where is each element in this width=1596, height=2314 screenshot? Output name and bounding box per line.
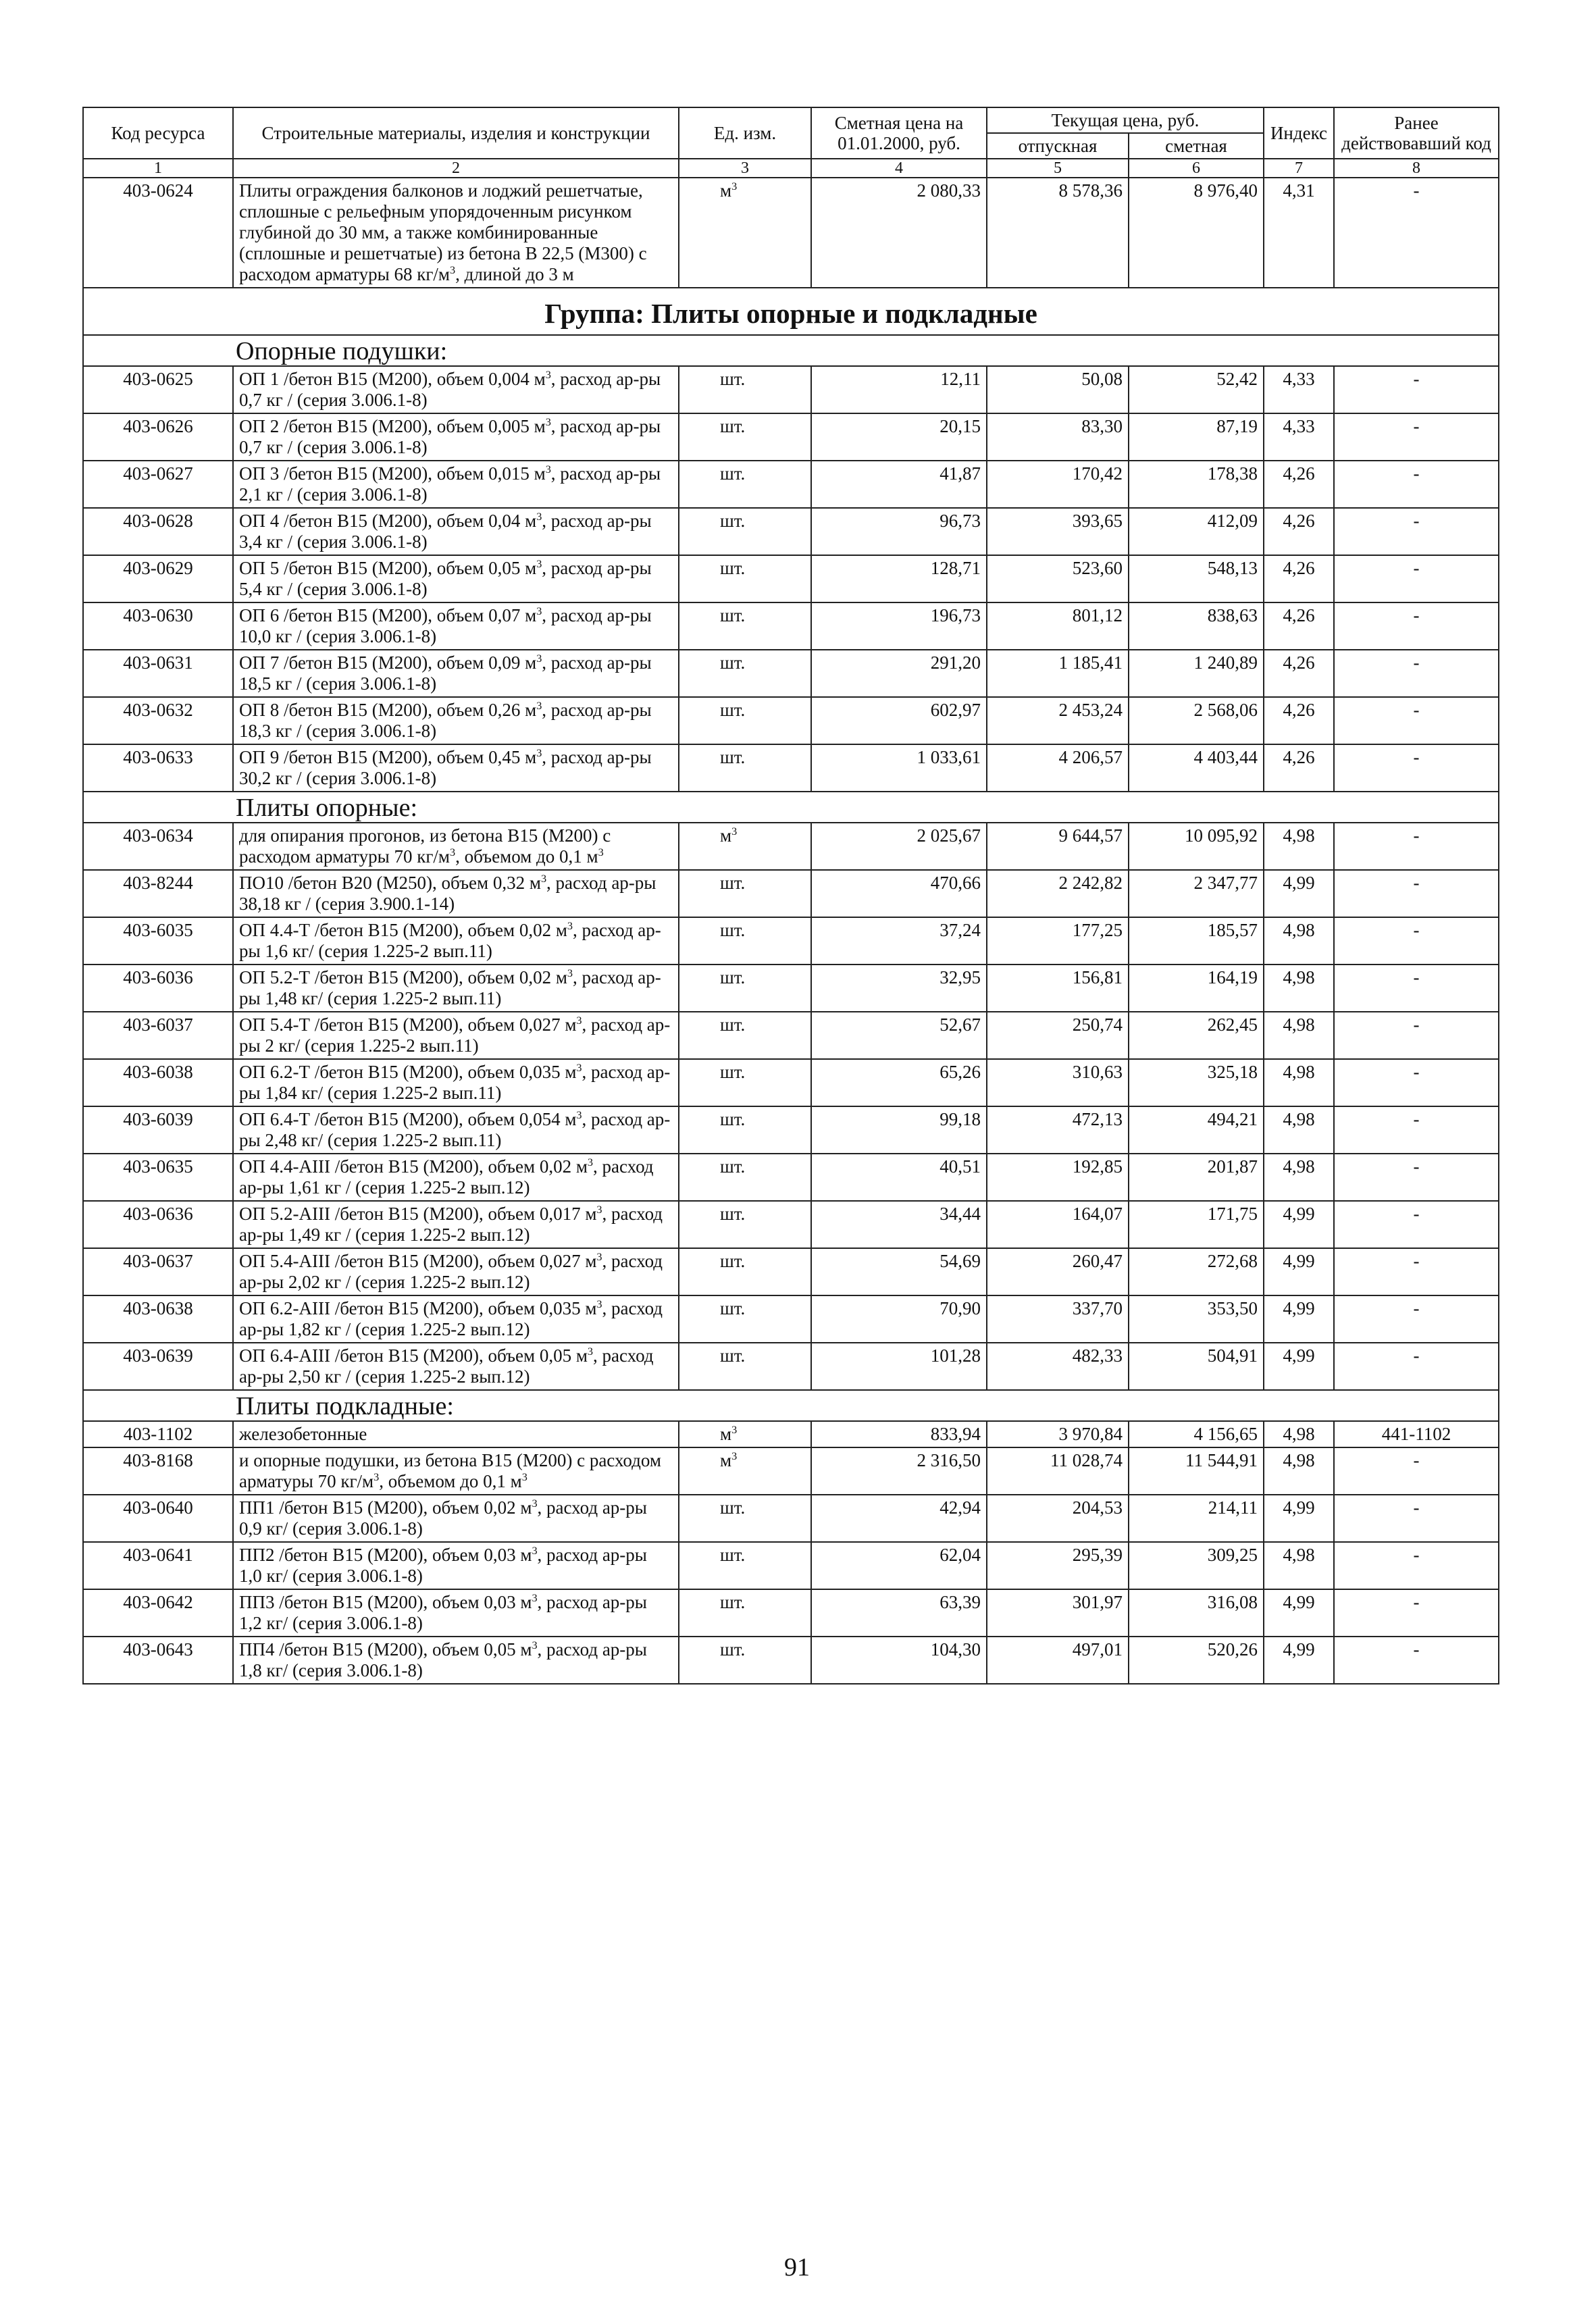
material-description: ОП 5 /бетон В15 (М200), объем 0,05 $м^3$, расход ар-ры 5,4 кг / (серия 3.006.1-8): [233, 555, 679, 602]
table-row: [83, 1495, 1499, 1542]
price-index: 4,26: [1264, 602, 1334, 650]
resource-code: 403-6036: [83, 965, 233, 1012]
material-description: ПП1 /бетон В15 (М200), объем 0,02 $м^3$, расход ар-ры 0,9 кг/ (серия 3.006.1-8): [233, 1495, 679, 1542]
subgroup-title: Опорные подушки:: [83, 335, 1499, 366]
release-price: 310,63: [987, 1059, 1129, 1106]
material-description: ОП 6.2-АIII /бетон В15 (М200), объем 0,035 $м^3$, расход ар-ры 1,82 кг / (серия 1.225-2 вып.12): [233, 1295, 679, 1343]
material-description: Плиты ограждения балконов и лоджий решетчатые, сплошные с рельефным упорядоченным рисунком глубиной до 30 мм, а также комбинированные (сплошные и решетчатые) из бетона В 22,5 (М300) с расходом арматуры 68 $кг/м^3$, длиной до 3 м: [233, 178, 679, 288]
resource-code: 403-0639: [83, 1343, 233, 1390]
unit: шт.: [679, 1248, 811, 1295]
material-description: ОП 6.4-Т /бетон В15 (М200), объем 0,054 $м^3$, расход ар-ры 2,48 кг/ (серия 1.225-2 вып.11): [233, 1106, 679, 1154]
material-description: ОП 6 /бетон В15 (М200), объем 0,07 $м^3$, расход ар-ры 10,0 кг / (серия 3.006.1-8): [233, 602, 679, 650]
material-description: ПП3 /бетон В15 (М200), объем 0,03 $м^3$, расход ар-ры 1,2 кг/ (серия 3.006.1-8): [233, 1589, 679, 1637]
price-index: 4,26: [1264, 744, 1334, 792]
table-row: [83, 1106, 1499, 1154]
unit: $м^3$: [679, 1421, 811, 1447]
estimate-price: 52,42: [1129, 366, 1264, 413]
old-code: -: [1334, 602, 1499, 650]
material-description: ОП 4.4-Т /бетон В15 (М200), объем 0,02 $м^3$, расход ар-ры 1,6 кг/ (серия 1.225-2 вып.11): [233, 917, 679, 965]
price-index: 4,98: [1264, 1447, 1334, 1495]
unit: шт.: [679, 1542, 811, 1589]
table-row: [83, 1447, 1499, 1495]
price-index: 4,99: [1264, 1248, 1334, 1295]
release-price: 192,85: [987, 1154, 1129, 1201]
price-2000: 101,28: [811, 1343, 987, 1390]
unit: шт.: [679, 870, 811, 917]
estimate-price: 504,91: [1129, 1343, 1264, 1390]
estimate-price: 201,87: [1129, 1154, 1264, 1201]
old-code: -: [1334, 650, 1499, 697]
old-code: -: [1334, 1447, 1499, 1495]
price-index: 4,99: [1264, 1637, 1334, 1684]
release-price: 260,47: [987, 1248, 1129, 1295]
subgroup-title: Плиты подкладные:: [83, 1390, 1499, 1421]
price-2000: 54,69: [811, 1248, 987, 1295]
table-row: [83, 650, 1499, 697]
unit: $м^3$: [679, 1447, 811, 1495]
old-code: -: [1334, 1201, 1499, 1248]
estimate-price: 164,19: [1129, 965, 1264, 1012]
table-row: [83, 366, 1499, 413]
table-row: [83, 965, 1499, 1012]
estimate-price: 8 976,40: [1129, 178, 1264, 288]
material-description: ОП 5.2-АIII /бетон В15 (М200), объем 0,017 $м^3$, расход ар-ры 1,49 кг / (серия 1.225-2 вып.12): [233, 1201, 679, 1248]
material-description: и опорные подушки, из бетона В15 (М200) с расходом арматуры 70 $кг/м^3$, объемом до 0,1 $м^3$: [233, 1447, 679, 1495]
header-resource-code: Код ресурса: [83, 107, 233, 159]
subgroup-title-row: [83, 335, 1499, 366]
unit: шт.: [679, 965, 811, 1012]
price-index: 4,31: [1264, 178, 1334, 288]
estimate-price: 309,25: [1129, 1542, 1264, 1589]
material-description: ОП 6.4-АIII /бетон В15 (М200), объем 0,05 $м^3$, расход ар-ры 2,50 кг / (серия 1.225-2 вып.12): [233, 1343, 679, 1390]
material-description: ОП 5.4-АIII /бетон В15 (М200), объем 0,027 $м^3$, расход ар-ры 2,02 кг / (серия 1.225-2 вып.12): [233, 1248, 679, 1295]
old-code: -: [1334, 461, 1499, 508]
price-2000: 63,39: [811, 1589, 987, 1637]
resource-code: 403-6039: [83, 1106, 233, 1154]
unit: шт.: [679, 1106, 811, 1154]
unit: шт.: [679, 1343, 811, 1390]
resource-code: 403-0641: [83, 1542, 233, 1589]
price-index: 4,26: [1264, 461, 1334, 508]
table-row: [83, 555, 1499, 602]
release-price: 523,60: [987, 555, 1129, 602]
resource-code: 403-0634: [83, 823, 233, 870]
page-number: 91: [784, 2253, 810, 2282]
header-materials: Строительные материалы, изделия и конструкции: [233, 107, 679, 159]
release-price: 83,30: [987, 413, 1129, 461]
unit: шт.: [679, 1201, 811, 1248]
material-description: ОП 3 /бетон В15 (М200), объем 0,015 $м^3$, расход ар-ры 2,1 кг / (серия 3.006.1-8): [233, 461, 679, 508]
estimate-price: 178,38: [1129, 461, 1264, 508]
price-2000: 2 080,33: [811, 178, 987, 288]
price-2000: 42,94: [811, 1495, 987, 1542]
price-2000: 99,18: [811, 1106, 987, 1154]
estimate-price: 520,26: [1129, 1637, 1264, 1684]
price-index: 4,98: [1264, 1106, 1334, 1154]
estimate-price: 272,68: [1129, 1248, 1264, 1295]
unit: шт.: [679, 1637, 811, 1684]
price-2000: 2 316,50: [811, 1447, 987, 1495]
resource-code: 403-8168: [83, 1447, 233, 1495]
price-2000: 70,90: [811, 1295, 987, 1343]
old-code: -: [1334, 178, 1499, 288]
price-index: 4,99: [1264, 1295, 1334, 1343]
header-index: Индекс: [1264, 107, 1334, 159]
price-2000: 196,73: [811, 602, 987, 650]
release-price: 250,74: [987, 1012, 1129, 1059]
estimate-price: 11 544,91: [1129, 1447, 1264, 1495]
column-number: 8: [1334, 159, 1499, 178]
resource-code: 403-6035: [83, 917, 233, 965]
unit: шт.: [679, 508, 811, 555]
old-code: -: [1334, 1154, 1499, 1201]
material-description: ОП 8 /бетон В15 (М200), объем 0,26 $м^3$, расход ар-ры 18,3 кг / (серия 3.006.1-8): [233, 697, 679, 744]
unit: шт.: [679, 1589, 811, 1637]
old-code: -: [1334, 1012, 1499, 1059]
unit: шт.: [679, 1154, 811, 1201]
release-price: 4 206,57: [987, 744, 1129, 792]
old-code: -: [1334, 1495, 1499, 1542]
price-2000: 37,24: [811, 917, 987, 965]
estimate-price: 4 156,65: [1129, 1421, 1264, 1447]
release-price: 337,70: [987, 1295, 1129, 1343]
column-number: 4: [811, 159, 987, 178]
price-index: 4,98: [1264, 1012, 1334, 1059]
subgroup-title-row: [83, 792, 1499, 823]
table-row: [83, 744, 1499, 792]
table-row: [83, 1012, 1499, 1059]
column-number: 7: [1264, 159, 1334, 178]
estimate-price: 1 240,89: [1129, 650, 1264, 697]
unit: шт.: [679, 1495, 811, 1542]
table-row: [83, 697, 1499, 744]
table-row: [83, 823, 1499, 870]
old-code: -: [1334, 744, 1499, 792]
group-title: Группа: Плиты опорные и подкладные: [83, 288, 1499, 335]
resource-code: 403-8244: [83, 870, 233, 917]
unit: $м^3$: [679, 178, 811, 288]
table-row: [83, 178, 1499, 288]
estimate-price: 2 347,77: [1129, 870, 1264, 917]
old-code: -: [1334, 1106, 1499, 1154]
estimate-price: 353,50: [1129, 1295, 1264, 1343]
price-2000: 602,97: [811, 697, 987, 744]
resource-code: 403-0626: [83, 413, 233, 461]
table-row: [83, 1059, 1499, 1106]
price-index: 4,33: [1264, 413, 1334, 461]
release-price: 2 242,82: [987, 870, 1129, 917]
price-2000: 128,71: [811, 555, 987, 602]
old-code: -: [1334, 508, 1499, 555]
estimate-price: 412,09: [1129, 508, 1264, 555]
material-description: ОП 6.2-Т /бетон В15 (М200), объем 0,035 $м^3$, расход ар-ры 1,84 кг/ (серия 1.225-2 вып.11): [233, 1059, 679, 1106]
estimate-price: 185,57: [1129, 917, 1264, 965]
material-description: ПП2 /бетон В15 (М200), объем 0,03 $м^3$, расход ар-ры 1,0 кг/ (серия 3.006.1-8): [233, 1542, 679, 1589]
material-description: железобетонные: [233, 1421, 679, 1447]
unit: шт.: [679, 555, 811, 602]
material-description: ОП 7 /бетон В15 (М200), объем 0,09 $м^3$, расход ар-ры 18,5 кг / (серия 3.006.1-8): [233, 650, 679, 697]
price-2000: 291,20: [811, 650, 987, 697]
subgroup-title-row: [83, 1390, 1499, 1421]
price-index: 4,99: [1264, 1495, 1334, 1542]
release-price: 8 578,36: [987, 178, 1129, 288]
material-description: ОП 4 /бетон В15 (М200), объем 0,04 $м^3$, расход ар-ры 3,4 кг / (серия 3.006.1-8): [233, 508, 679, 555]
unit: шт.: [679, 744, 811, 792]
release-price: 295,39: [987, 1542, 1129, 1589]
table-row: [83, 1637, 1499, 1684]
price-index: 4,26: [1264, 508, 1334, 555]
price-index: 4,98: [1264, 1154, 1334, 1201]
header-release-price: отпускная: [987, 133, 1129, 159]
old-code: -: [1334, 917, 1499, 965]
unit: шт.: [679, 1012, 811, 1059]
resource-code: 403-0638: [83, 1295, 233, 1343]
resource-code: 403-0632: [83, 697, 233, 744]
price-2000: 96,73: [811, 508, 987, 555]
table-row: [83, 413, 1499, 461]
estimate-price: 87,19: [1129, 413, 1264, 461]
release-price: 497,01: [987, 1637, 1129, 1684]
release-price: 301,97: [987, 1589, 1129, 1637]
material-description: ОП 1 /бетон В15 (М200), объем 0,004 $м^3$, расход ар-ры 0,7 кг / (серия 3.006.1-8): [233, 366, 679, 413]
unit: шт.: [679, 917, 811, 965]
price-index: 4,98: [1264, 1542, 1334, 1589]
material-description: для опирания прогонов, из бетона В15 (М200) с расходом арматуры 70 $кг/м^3$, объемом до 0,1 $м^3$: [233, 823, 679, 870]
price-index: 4,99: [1264, 870, 1334, 917]
old-code: 441-1102: [1334, 1421, 1499, 1447]
material-description: ПП4 /бетон В15 (М200), объем 0,05 $м^3$, расход ар-ры 1,8 кг/ (серия 3.006.1-8): [233, 1637, 679, 1684]
header-current-price: Текущая цена, руб.: [987, 107, 1264, 133]
resource-code: 403-1102: [83, 1421, 233, 1447]
estimate-price: 10 095,92: [1129, 823, 1264, 870]
old-code: -: [1334, 1295, 1499, 1343]
old-code: -: [1334, 1637, 1499, 1684]
unit: шт.: [679, 366, 811, 413]
price-index: 4,99: [1264, 1201, 1334, 1248]
release-price: 164,07: [987, 1201, 1129, 1248]
release-price: 2 453,24: [987, 697, 1129, 744]
old-code: -: [1334, 1542, 1499, 1589]
estimate-price: 2 568,06: [1129, 697, 1264, 744]
column-number: 1: [83, 159, 233, 178]
unit: шт.: [679, 461, 811, 508]
table-row: [83, 1343, 1499, 1390]
price-2000: 41,87: [811, 461, 987, 508]
resource-code: 403-0628: [83, 508, 233, 555]
price-2000: 52,67: [811, 1012, 987, 1059]
table-row: [83, 1542, 1499, 1589]
price-index: 4,26: [1264, 650, 1334, 697]
old-code: -: [1334, 870, 1499, 917]
resource-code: 403-0625: [83, 366, 233, 413]
header-unit: Ед. изм.: [679, 107, 811, 159]
price-2000: 65,26: [811, 1059, 987, 1106]
price-index: 4,26: [1264, 555, 1334, 602]
resource-code: 403-0633: [83, 744, 233, 792]
price-2000: 34,44: [811, 1201, 987, 1248]
table-body: [83, 178, 1499, 1684]
table-row: [83, 1421, 1499, 1447]
price-2000: 20,15: [811, 413, 987, 461]
estimate-price: 262,45: [1129, 1012, 1264, 1059]
old-code: -: [1334, 965, 1499, 1012]
unit: шт.: [679, 1059, 811, 1106]
price-2000: 12,11: [811, 366, 987, 413]
price-2000: 32,95: [811, 965, 987, 1012]
header-old-code: Ранее действовавший код: [1334, 107, 1499, 159]
release-price: 50,08: [987, 366, 1129, 413]
header-price-2000: Сметная цена на 01.01.2000, руб.: [811, 107, 987, 159]
price-index: 4,98: [1264, 965, 1334, 1012]
table-row: [83, 602, 1499, 650]
price-index: 4,98: [1264, 823, 1334, 870]
resource-code: 403-0629: [83, 555, 233, 602]
release-price: 472,13: [987, 1106, 1129, 1154]
price-2000: 40,51: [811, 1154, 987, 1201]
release-price: 482,33: [987, 1343, 1129, 1390]
column-number: 6: [1129, 159, 1264, 178]
resource-code: 403-0627: [83, 461, 233, 508]
price-2000: 1 033,61: [811, 744, 987, 792]
estimate-price: 171,75: [1129, 1201, 1264, 1248]
resource-code: 403-0630: [83, 602, 233, 650]
estimate-price: 494,21: [1129, 1106, 1264, 1154]
material-description: ОП 5.4-Т /бетон В15 (М200), объем 0,027 $м^3$, расход ар-ры 2 кг/ (серия 1.225-2 вып.11): [233, 1012, 679, 1059]
price-2000: 104,30: [811, 1637, 987, 1684]
release-price: 3 970,84: [987, 1421, 1129, 1447]
resource-code: 403-6037: [83, 1012, 233, 1059]
resource-code: 403-0642: [83, 1589, 233, 1637]
old-code: -: [1334, 1589, 1499, 1637]
unit: шт.: [679, 1295, 811, 1343]
estimate-price: 4 403,44: [1129, 744, 1264, 792]
table-row: [83, 917, 1499, 965]
unit: шт.: [679, 602, 811, 650]
old-code: -: [1334, 555, 1499, 602]
release-price: 177,25: [987, 917, 1129, 965]
column-number: 3: [679, 159, 811, 178]
table-row: [83, 461, 1499, 508]
table-row: [83, 1295, 1499, 1343]
resource-code: 403-0624: [83, 178, 233, 288]
resource-code: 403-0640: [83, 1495, 233, 1542]
estimate-price: 316,08: [1129, 1589, 1264, 1637]
price-index: 4,99: [1264, 1343, 1334, 1390]
price-index: 4,33: [1264, 366, 1334, 413]
estimate-price: 548,13: [1129, 555, 1264, 602]
release-price: 11 028,74: [987, 1447, 1129, 1495]
release-price: 156,81: [987, 965, 1129, 1012]
price-table: [82, 107, 1499, 1685]
column-number: 2: [233, 159, 679, 178]
table-row: [83, 1201, 1499, 1248]
estimate-price: 214,11: [1129, 1495, 1264, 1542]
estimate-price: 838,63: [1129, 602, 1264, 650]
unit: $м^3$: [679, 823, 811, 870]
table-row: [83, 1154, 1499, 1201]
price-2000: 62,04: [811, 1542, 987, 1589]
release-price: 393,65: [987, 508, 1129, 555]
table-row: [83, 870, 1499, 917]
subgroup-title: Плиты опорные:: [83, 792, 1499, 823]
unit: шт.: [679, 697, 811, 744]
old-code: -: [1334, 366, 1499, 413]
header-estimate-price: сметная: [1129, 133, 1264, 159]
material-description: ПО10 /бетон В20 (М250), объем 0,32 $м^3$, расход ар-ры 38,18 кг / (серия 3.900.1-14): [233, 870, 679, 917]
release-price: 9 644,57: [987, 823, 1129, 870]
material-description: ОП 4.4-АIII /бетон В15 (М200), объем 0,02 $м^3$, расход ар-ры 1,61 кг / (серия 1.225-2 вып.12): [233, 1154, 679, 1201]
table-row: [83, 1589, 1499, 1637]
price-index: 4,98: [1264, 917, 1334, 965]
old-code: -: [1334, 413, 1499, 461]
old-code: -: [1334, 697, 1499, 744]
resource-code: 403-0635: [83, 1154, 233, 1201]
price-index: 4,26: [1264, 697, 1334, 744]
material-description: ОП 9 /бетон В15 (М200), объем 0,45 $м^3$, расход ар-ры 30,2 кг / (серия 3.006.1-8): [233, 744, 679, 792]
price-2000: 470,66: [811, 870, 987, 917]
price-index: 4,98: [1264, 1059, 1334, 1106]
price-index: 4,98: [1264, 1421, 1334, 1447]
material-description: ОП 2 /бетон В15 (М200), объем 0,005 $м^3$, расход ар-ры 0,7 кг / (серия 3.006.1-8): [233, 413, 679, 461]
resource-code: 403-0636: [83, 1201, 233, 1248]
price-table-page: [82, 107, 1498, 1685]
old-code: -: [1334, 1248, 1499, 1295]
resource-code: 403-0631: [83, 650, 233, 697]
release-price: 204,53: [987, 1495, 1129, 1542]
resource-code: 403-0643: [83, 1637, 233, 1684]
estimate-price: 325,18: [1129, 1059, 1264, 1106]
old-code: -: [1334, 823, 1499, 870]
material-description: ОП 5.2-Т /бетон В15 (М200), объем 0,02 $м^3$, расход ар-ры 1,48 кг/ (серия 1.225-2 вып.11): [233, 965, 679, 1012]
table-row: [83, 1248, 1499, 1295]
column-number: 5: [987, 159, 1129, 178]
unit: шт.: [679, 413, 811, 461]
resource-code: 403-0637: [83, 1248, 233, 1295]
group-title-row: [83, 288, 1499, 335]
release-price: 801,12: [987, 602, 1129, 650]
price-2000: 2 025,67: [811, 823, 987, 870]
price-index: 4,99: [1264, 1589, 1334, 1637]
old-code: -: [1334, 1343, 1499, 1390]
release-price: 170,42: [987, 461, 1129, 508]
unit: шт.: [679, 650, 811, 697]
price-2000: 833,94: [811, 1421, 987, 1447]
resource-code: 403-6038: [83, 1059, 233, 1106]
old-code: -: [1334, 1059, 1499, 1106]
table-row: [83, 508, 1499, 555]
release-price: 1 185,41: [987, 650, 1129, 697]
